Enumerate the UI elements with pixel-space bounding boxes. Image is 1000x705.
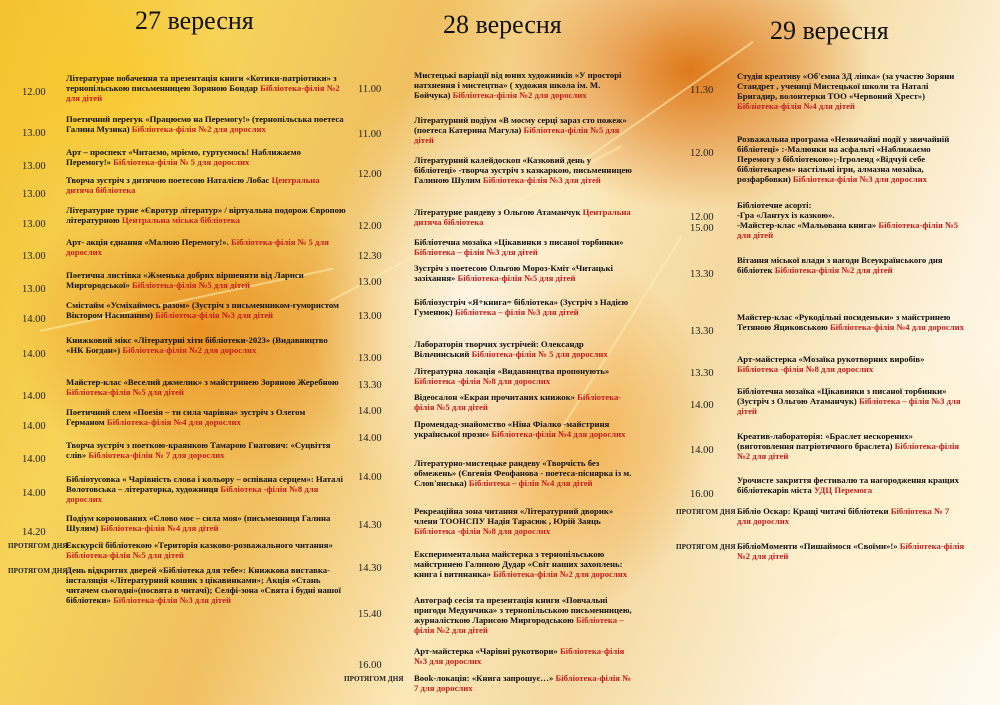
event-title: Експериментальна майстерка з тернопільською майстринею Галиною Дудар «Світ наших захоплень: книга і витинанка» <box>414 549 623 579</box>
event-time: ПРОТЯГОМ ДНЯ <box>344 675 404 683</box>
event-title: Вітання міської влади з нагоди Всеукраїнського дня бібліотек <box>737 255 943 275</box>
event-description <box>414 207 632 227</box>
event-title: Літературне побачення та презентація книги «Котики-патріотики» з тернопільською письменницею Зоряною Бондар <box>66 73 337 93</box>
event-description <box>737 354 965 374</box>
event-time: 14.00 <box>690 400 714 411</box>
event-time: 14.00 <box>358 433 382 444</box>
event-title: Студія креативу «Об'ємна 3Д ліпка» (за участю Зоряни Стандрет , учениці Мистецької школи та Наталі Бригадир, волонтерки ТОО «Червоний Хрест») <box>737 71 955 101</box>
day-heading: 27 вересня <box>135 6 254 35</box>
event-description <box>737 71 965 111</box>
event-location: Бібліотека-філія №5 для дітей <box>737 220 959 240</box>
event-description <box>414 595 632 635</box>
event-location: Бібліотека-філія №3 для дітей <box>482 175 601 185</box>
event-location: Бібліотека-філія №5 для дітей <box>66 550 184 560</box>
event-description <box>66 565 346 605</box>
event-title: Урочисте закриття фестивалю та нагородження кращих бібліотекарів міста <box>737 475 959 495</box>
event-location: Центральна міська бібліотека <box>121 215 241 225</box>
event-time: 12.00 <box>358 169 382 180</box>
event-title: Креатив-лабораторія: «Браслет нескорених» (виготовлення патріотичного браслета) <box>737 431 913 451</box>
event-time: ПРОТЯГОМ ДНЯ <box>676 543 736 551</box>
event-title: Мистецькі варіації від юних художників «У просторі натхнення і мистецтва» ( художня школа ім. М. Бойчука) <box>414 70 622 100</box>
event-title: Бібліо Оскар: Кращі читачі бібліотеки <box>737 506 891 516</box>
event-title: Автограф сесія та презентація книги «Повчальні пригоди Медунчика» з тернопільською письменницею, журналісткою Ларисою Миргородською <box>414 595 632 625</box>
event-title: Арт- акція єднання «Малюю Перемогу!». <box>66 237 231 247</box>
event-time: 13.30 <box>690 269 714 280</box>
event-location: Бібліотека – філія №2 для дітей <box>414 615 624 635</box>
event-title: Арт-майстерка «Мозаїка рукотворних виробів» <box>737 354 925 364</box>
event-title: Арт-майстерка «Чарівні рукотвори» <box>414 646 560 656</box>
event-description <box>66 205 346 225</box>
event-title: Розважальна програма «Незвичайні події у звичайній бібліотеці» :-Малюнки на асфальті «Наближаємо Перемогу з бібліотекою»;-Ігроленд «Відчуй себе бібліотекарем» настільні ігри, алмазна мозаїка, розфарбовки) <box>737 134 950 184</box>
event-description <box>66 440 346 460</box>
event-location: Бібліотека – філія №3 для дітей <box>737 396 961 416</box>
event-description <box>414 297 632 317</box>
event-time: 14.20 <box>22 527 46 538</box>
event-location: Бібліотека – філія №3 для дітей <box>454 307 579 317</box>
event-time: 13.00 <box>358 277 382 288</box>
event-location: УДЦ Перемога <box>813 485 873 495</box>
event-time: 13.30 <box>690 326 714 337</box>
event-location: Бібліотека – філія №3 для дітей <box>414 247 538 257</box>
event-location: Бібліотека – філія №4 для дітей <box>468 478 593 488</box>
event-location: Бібліотека-філія №4 для дорослих <box>106 417 241 427</box>
event-time: 13.30 <box>690 368 714 379</box>
event-description <box>66 237 346 257</box>
event-location: Бібліотека-філія №2 для дітей <box>774 265 893 275</box>
event-description <box>414 339 632 359</box>
event-location: Бібліотека-філія № 5 для дорослих <box>113 157 250 167</box>
event-time: 14.00 <box>22 391 46 402</box>
event-title: БібліоМоменти «Пишаймося «Своїми»!» <box>737 541 900 551</box>
event-location: Бібліотека-філія №2 для дорослих <box>493 569 628 579</box>
event-location: Бібліотека-філія №2 для дітей <box>737 441 960 461</box>
event-description <box>66 335 346 355</box>
event-time: 14.00 <box>22 454 46 465</box>
event-time: 13.30 <box>358 380 382 391</box>
event-location: Бібліотека -філія №8 для дорослих <box>66 484 319 504</box>
event-description <box>737 200 965 240</box>
event-description <box>66 407 346 427</box>
event-title: Book-локація: «Книга запрошує…» <box>414 673 556 683</box>
event-description <box>414 458 632 488</box>
event-title: Смістайм «Усміхаймось разом» (Зустріч з письменником-гумористом Віктором Насипаним) <box>66 300 339 320</box>
event-time: 11.00 <box>358 84 382 95</box>
event-title: Майстер-клас «Веселий джмелик» з майстринею Зоряною Жеребною <box>66 377 339 387</box>
event-title: Бібліотечне асорті: -Гра «Лантух із казкою». -Майстер-клас «Мальована книга» <box>737 200 877 230</box>
event-location: Бібліотека № 7 для дорослих <box>737 506 950 526</box>
event-title: Літературне рандеву з Ольгою Атаманчук <box>414 207 583 217</box>
event-description <box>414 646 632 666</box>
event-time: ПРОТЯГОМ ДНЯ <box>8 542 68 550</box>
event-location: Бібліотека-філія №5 для дітей <box>66 387 184 397</box>
event-title: Літературна локація «Видавництва пропонують» <box>414 366 610 376</box>
event-time: 14.00 <box>22 488 46 499</box>
event-location: Бібліотека-філія №3 для дітей <box>155 310 274 320</box>
event-time: 12.00 <box>690 148 714 159</box>
event-time: 13.00 <box>22 251 46 262</box>
event-location: Бібліотека-філія №5 для дітей <box>414 392 622 412</box>
event-location: Бібліотека-філія №2 для дітей <box>737 541 965 561</box>
event-time: 11.30 <box>690 85 714 96</box>
event-location: Бібліотека-філія №2 для дорослих <box>122 345 257 355</box>
event-time: 15.40 <box>358 609 382 620</box>
event-description <box>66 540 346 560</box>
event-time: 13.00 <box>22 284 46 295</box>
event-time: 14.00 <box>358 406 382 417</box>
event-title: Поетичний перегук «Працюємо на Перемогу!» (тернопільська поетеса Галина Музика) <box>66 114 344 134</box>
event-description <box>737 386 965 416</box>
event-title: Літературно-мистецьке рандеву «Творчість без обмежень» (Євгенія Феофанова - поетеса-піснярка із м. Слов'янська) <box>414 458 632 488</box>
event-title: Бібліотечна мозаїка «Цікавинки з писаної торбинки» <box>414 237 624 247</box>
event-title: Відеосалон «Екран прочитаних книжок» <box>414 392 578 402</box>
event-description <box>414 263 632 283</box>
event-description <box>737 506 965 526</box>
event-time: 12.00 15.00 <box>690 212 714 234</box>
event-description <box>66 270 346 290</box>
event-title: Подіум коронованих «Слово моє – сила моя» (письменниця Галина Шулим) <box>66 513 331 533</box>
event-location: Бібліотека-філія №3 для дітей <box>113 595 232 605</box>
event-time: 16.00 <box>358 660 382 671</box>
event-description <box>414 419 632 439</box>
event-time: 14.00 <box>690 445 714 456</box>
event-location: Бібліотека-філія № 7 для дорослих <box>414 673 631 693</box>
event-description <box>66 474 346 504</box>
event-title: Арт – проспект «Читаємо, мріємо, гуртуємось! Наближаємо Перемогу!» <box>66 147 301 167</box>
event-location: Бібліотека-філія №5 для дітей <box>457 273 576 283</box>
event-location: Центральна дитяча бібліотека <box>66 175 320 195</box>
event-title: Літературне турне «Євротур літератур» / віртуальна подорож Європою літературною <box>66 205 346 225</box>
event-time: 13.00 <box>358 311 382 322</box>
day-heading: 28 вересня <box>443 10 562 39</box>
event-description <box>737 134 965 184</box>
event-time: 12.00 <box>22 87 46 98</box>
event-title: Рекреаційна зона читання «Літературний дворик» члени ТООНСПУ Надія Тарасюк , Юрій Заяць <box>414 506 614 526</box>
event-time: ПРОТЯГОМ ДНЯ <box>676 508 736 516</box>
event-description <box>66 147 346 167</box>
event-title: Бібліотечна мозаїка «Цікавинки з писаної торбинки» (Зустріч з Ольгою Атаманчук) <box>737 386 947 406</box>
event-location: Бібліотека-філія № 5 для дорослих <box>66 237 329 257</box>
event-location: Бібліотека-філія №3 для дорослих <box>792 174 927 184</box>
event-title: Промендад-знайомство «Ніна Фіалко -майстриня української прози» <box>414 419 610 439</box>
event-location: Бібліотека-філія №4 для дорослих <box>491 429 626 439</box>
event-location: Бібліотека -філія №8 для дорослих <box>737 364 874 374</box>
event-description <box>414 237 632 257</box>
event-description <box>737 255 965 275</box>
event-description <box>414 115 632 145</box>
event-location: Бібліотека-філія № 5 для дорослих <box>471 349 608 359</box>
event-description <box>414 673 632 693</box>
event-description <box>414 70 632 100</box>
event-location: Бібліотека-філія №5 для дітей <box>414 125 620 145</box>
event-description <box>66 513 346 533</box>
event-location: Бібліотека -філія №8 для дорослих <box>414 526 551 536</box>
event-location: Бібліотека-філія №2 для дорослих <box>131 124 266 134</box>
event-location: Бібліотека-філія №4 для дорослих <box>829 322 964 332</box>
event-description <box>414 506 632 536</box>
event-title: Майстер-клас «Рукодільні посиденьки» з майстринею Тетяною Яциковською <box>737 312 951 332</box>
event-time: 14.00 <box>358 472 382 483</box>
event-description <box>66 175 346 195</box>
event-description <box>66 114 346 134</box>
event-time: 11.00 <box>358 129 382 140</box>
event-description <box>414 549 632 579</box>
event-time: 13.00 <box>22 161 46 172</box>
event-title: Поетичний слем «Поезія – ти сила чарівна» зустріч з Олегом Германом <box>66 407 306 427</box>
event-title: Поетична листівка «Жменька добрих віршеняти від Лариси Миргородської» <box>66 270 304 290</box>
event-description <box>414 155 632 185</box>
event-location: Бібліотека-філія №5 для дітей <box>132 280 250 290</box>
event-title: Літературний подіум «В мосму серці зараз сто пожеж» (поетеса Катерина Магула) <box>414 115 627 135</box>
day-heading: 29 вересня <box>770 16 889 45</box>
event-location: Бібліотека-філія №4 для дітей <box>737 101 855 111</box>
event-description <box>414 392 632 412</box>
event-time: 13.00 <box>358 353 382 364</box>
event-title: Бібліозустріч «Я+книга= бібліотека» (Зустріч з Надією Гуменюк) <box>414 297 629 317</box>
event-time: 14.30 <box>358 563 382 574</box>
event-description <box>737 541 965 561</box>
event-location: Бібліотека-філія №2 для дорослих <box>452 90 587 100</box>
event-description <box>66 377 346 397</box>
event-title: Творча зустріч з поеткою-краянкою Тамарою Гнатович: «Суцвіття слів» <box>66 440 331 460</box>
event-location: Бібліотека-філія №4 для дітей <box>100 523 219 533</box>
event-description <box>414 366 632 386</box>
event-title: Літературний калейдоскоп «Казковий день у бібліотеці» -творча зустріч з казкаркою, письменницею Галиною Шулим <box>414 155 632 185</box>
event-time: 13.00 <box>22 189 46 200</box>
event-time: 12.30 <box>358 251 382 262</box>
event-time: 16.00 <box>690 489 714 500</box>
event-title: День відкритих дверей «Бібліотека для тебе»: Книжкова виставка-інсталяція «Літературний кошик з цікавинками»; Акція «Стань читачем сьогодні»(посвята в читачі); Селфі-зона «Свята і будні нашої бібліотеки» <box>66 565 341 605</box>
event-time: 13.00 <box>22 219 46 230</box>
event-description <box>66 300 346 320</box>
event-description <box>737 312 965 332</box>
event-description <box>737 431 965 461</box>
event-title: Творча зустріч з дитячою поетесою Наталією Лобас <box>66 175 272 185</box>
event-title: Бібліотусовка « Чарівність слова і кольору – оспівана серцем»: Наталі Волотовська – літераторка, художниця <box>66 474 343 494</box>
event-location: Бібліотека -філія №8 для дорослих <box>414 376 551 386</box>
event-description <box>737 475 965 495</box>
event-time: 14.00 <box>22 314 46 325</box>
event-time: 14.00 <box>22 349 46 360</box>
event-time: 14.00 <box>22 421 46 432</box>
event-title: Книжковий мікс «Літературні хіти бібліотеки-2023» (Видавництво «НК Богдан») <box>66 335 328 355</box>
event-time: 14.30 <box>358 520 382 531</box>
event-location: Бібліотека-філія № 7 для дорослих <box>88 450 225 460</box>
event-location: Бібліотека-філія №3 для дорослих <box>414 646 625 666</box>
event-time: 12.00 <box>358 221 382 232</box>
event-time: 13.00 <box>22 128 46 139</box>
event-title: Зустріч з поетесою Ольгою Мороз-Кміт «Читацькі зазіхання» <box>414 263 613 283</box>
event-location: Центральна дитяча бібліотека <box>414 207 631 227</box>
event-location: Бібліотека-філія №2 для дітей <box>66 83 340 103</box>
event-title: Екскурсії бібліотекою «Територія казково-розважального читання» <box>66 540 333 550</box>
event-time: ПРОТЯГОМ ДНЯ <box>8 567 68 575</box>
event-title: Лабораторія творчих зустрічей: Олександр Вільчинський <box>414 339 584 359</box>
event-description <box>66 73 346 103</box>
